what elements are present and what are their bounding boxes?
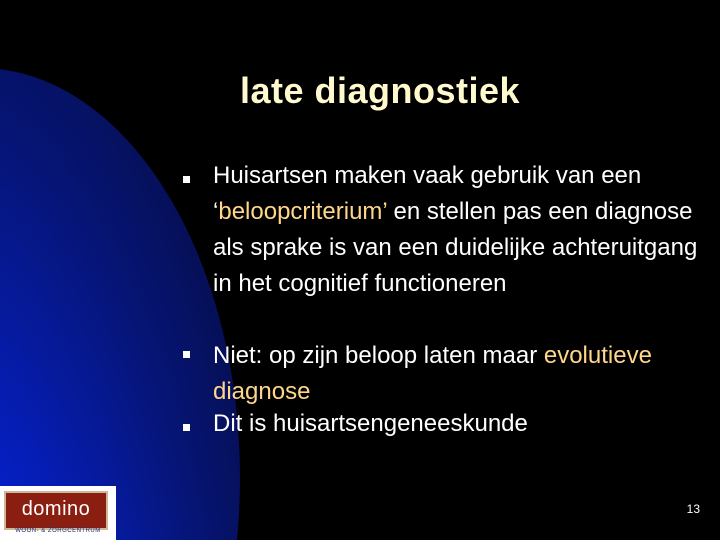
domino-logo [0,486,116,540]
slide-title: late diagnostiek [239,70,521,111]
bullet-square-icon [183,424,190,431]
logo-subtitle: WOON- & ZORGCENTRUM [15,528,101,534]
logo-badge [4,491,108,530]
bullet-text-segment: en stellen pas een diagnose als sprake is van een duidelijke achteruitgang in het cognitief functioneren [213,198,698,297]
page-number: 13 [686,502,700,516]
bullet-accent-text: beloopcriterium’ [218,198,387,225]
logo-wordmark: domino [21,498,91,520]
bullet-item [213,338,703,410]
bullet-accent-text: evolutieve diagnose [213,342,652,405]
bullet-text-segment: Dit is huisartsengeneeskunde [213,410,528,437]
bullet-square-icon [183,351,190,358]
bullet-item [213,406,703,442]
bullet-text-segment: Huisartsen maken vaak gebruik van een ‘ [213,162,642,225]
bullet-text-segment: Niet: op zijn beloop laten maar [213,342,544,369]
bullet-item [213,158,703,302]
bullet-square-icon [183,176,190,183]
